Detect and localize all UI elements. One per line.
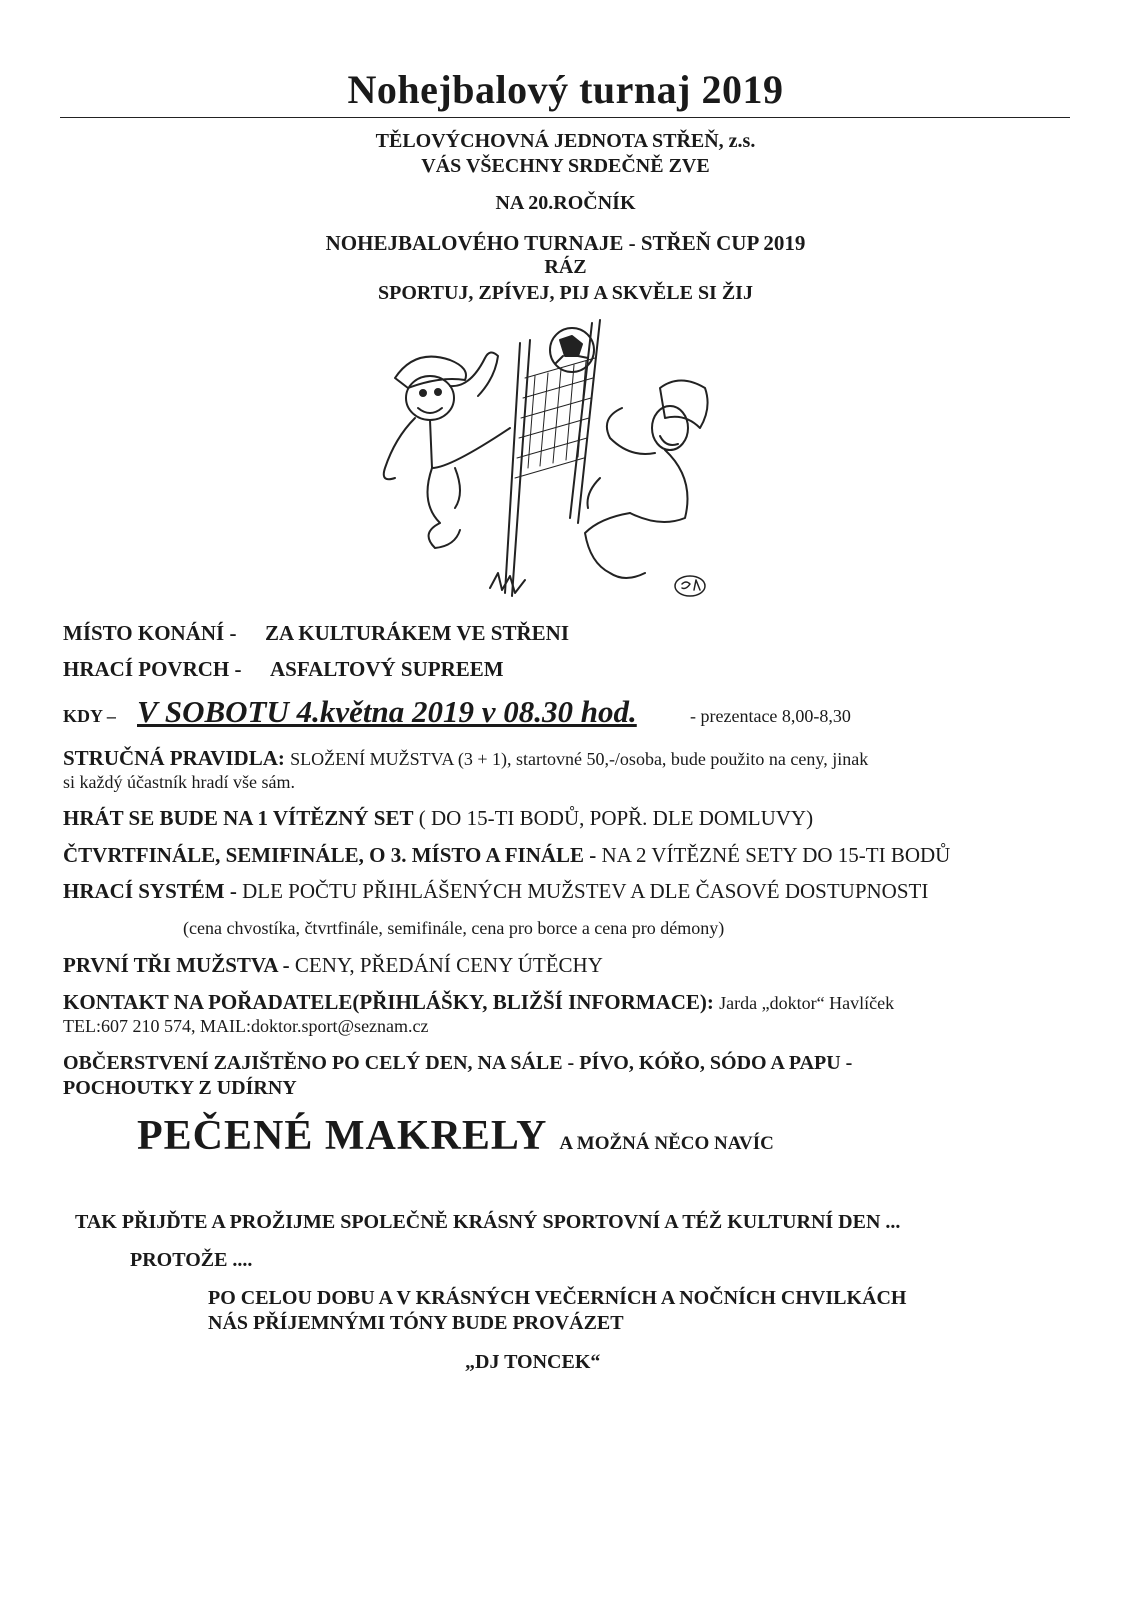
closing-line-dj: „DJ TONCEK“ (465, 1351, 601, 1373)
when-label: KDY – (63, 706, 116, 726)
rules-value: SLOŽENÍ MUŽSTVA (3 + 1), startovné 50,-/osoba, bude použito na ceny, jinak (290, 749, 869, 769)
highlight-extra: A MOŽNÁ NĚCO NAVÍC (559, 1133, 774, 1154)
when-note: - prezentace 8,00-8,30 (690, 706, 851, 726)
right-player-icon (585, 381, 708, 579)
left-player-icon (384, 352, 510, 548)
highlight-main: PEČENÉ MAKRELY (137, 1113, 548, 1159)
system-label: HRACÍ SYSTÉM - (63, 879, 237, 903)
contact-value: Jarda „doktor“ Havlíček (719, 993, 895, 1013)
set-label: HRÁT SE BUDE NA 1 VÍTĚZNÝ SET (63, 806, 414, 830)
rules-line (63, 746, 868, 771)
prizes-note: (cena chvostíka, čtvrtfinále, semifinále, cena pro borce a cena pro démony) (183, 918, 725, 938)
ball-icon (550, 328, 594, 372)
set-line (63, 806, 813, 831)
surface-value: ASFALTOVÝ SUPREEM (270, 657, 504, 681)
header-line-motto: SPORTUJ, ZPÍVEJ, PIJ A SKVĚLE SI ŽIJ (378, 282, 753, 304)
finals-label: ČTVRTFINÁLE, SEMIFINÁLE, O 3. MÍSTO A FINÁLE - (63, 843, 597, 867)
top3-line (63, 953, 603, 978)
header-line-raz: RÁZ (544, 256, 587, 278)
system-value: DLE POČTU PŘIHLÁŠENÝCH MUŽSTEV A DLE ČASOVÉ DOSTUPNOSTI (242, 879, 929, 903)
rules-label: STRUČNÁ PRAVIDLA: (63, 746, 285, 770)
food-line-2: POCHOUTKY Z UDÍRNY (63, 1077, 297, 1099)
net-post-left-icon (505, 343, 520, 593)
artist-signature-icon (675, 576, 705, 596)
grass-icon (490, 573, 525, 593)
closing-line-1: TAK PŘIJĎTE A PROŽIJME SPOLEČNĚ KRÁSNÝ SPORTOVNÍ A TÉŽ KULTURNÍ DEN ... (75, 1211, 901, 1233)
header-line-club: TĚLOVÝCHOVNÁ JEDNOTA STŘEŇ, z.s. (375, 130, 756, 152)
rules-value-continued: si každý účastník hradí vše sám. (63, 772, 295, 792)
page-title: Nohejbalový turnaj 2019 (347, 67, 784, 112)
top3-value: CENY, PŘEDÁNÍ CENY ÚTĚCHY (294, 953, 603, 977)
header-line-edition: NA 20.ROČNÍK (495, 192, 636, 214)
contact-line (63, 990, 894, 1015)
closing-line-2: PROTOŽE .... (130, 1249, 253, 1271)
finals-line (63, 843, 950, 868)
top3-label: PRVNÍ TŘI MUŽSTVA - (63, 953, 290, 977)
contact-label: KONTAKT NA POŘADATELE(PŘIHLÁŠKY, BLIŽŠÍ INFORMACE): (63, 990, 714, 1014)
footnet-players-illustration (360, 318, 720, 618)
surface-label: HRACÍ POVRCH - (63, 657, 242, 681)
system-line (63, 879, 928, 904)
title-divider (60, 117, 1070, 118)
place-value: ZA KULTURÁKEM VE STŘENI (265, 621, 569, 645)
place-label: MÍSTO KONÁNÍ - (63, 621, 237, 645)
closing-line-4: NÁS PŘÍJEMNÝMI TÓNY BUDE PROVÁZET (208, 1312, 624, 1334)
finals-value: NA 2 VÍTĚZNÉ SETY DO 15-TI BODŮ (601, 843, 951, 867)
header-line-tournament: NOHEJBALOVÉHO TURNAJE - STŘEŇ CUP 2019 (325, 231, 806, 255)
highlight-row (137, 1112, 774, 1160)
contact-details: TEL:607 210 574, MAIL:doktor.sport@seznam.cz (63, 1016, 429, 1036)
when-value: V SOBOTU 4.května 2019 v 08.30 hod. (137, 694, 637, 729)
set-value: ( DO 15-TI BODŮ, POPŘ. DLE DOMLUVY) (418, 806, 814, 830)
header-line-invite: VÁS VŠECHNY SRDEČNĚ ZVE (421, 155, 710, 177)
food-line-1: OBČERSTVENÍ ZAJIŠTĚNO PO CELÝ DEN, NA SÁLE - PÍVO, KÓŘO, SÓDO A PAPU - (63, 1052, 853, 1074)
closing-line-3: PO CELOU DOBU A V KRÁSNÝCH VEČERNÍCH A NOČNÍCH CHVILKÁCH (208, 1287, 907, 1309)
